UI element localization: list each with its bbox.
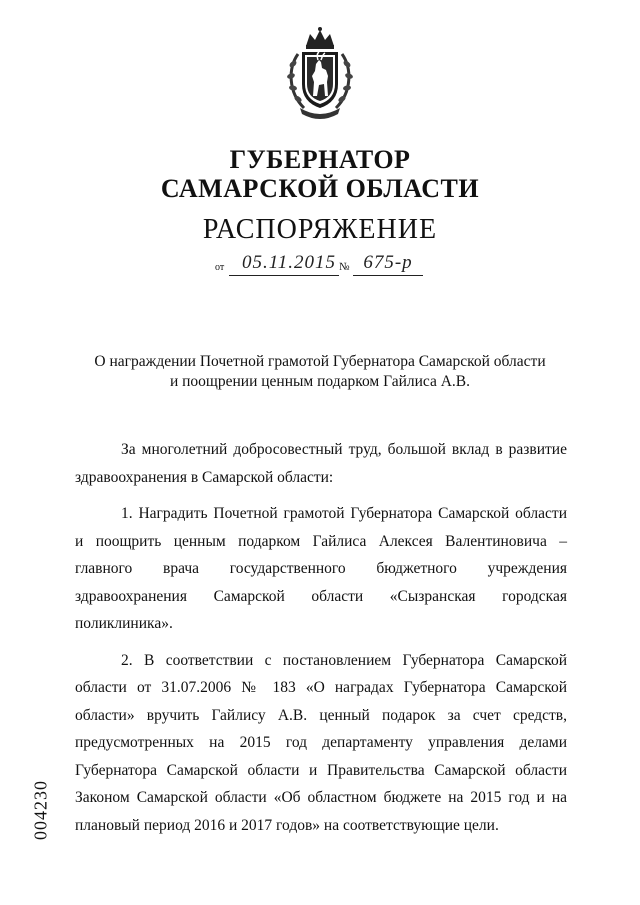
body-item-1: 1. Наградить Почетной грамотой Губернатора Самарской области и поощрить ценным подарком Гайлиса Алексея Валентиновича – главного врача государственного бюджетного учреждения здравоохранения Самарской области «Сызранская городская поликлиника». (75, 505, 567, 632)
subject-line1: О награждении Почетной грамотой Губернатора Самарской области (94, 353, 546, 370)
subject-line2: и поощрении ценным подарком Гайлиса А.В. (169, 373, 471, 390)
coat-of-arms-emblem (282, 24, 358, 120)
number-label: № (339, 261, 350, 273)
document-subject (0, 352, 640, 392)
registration-line (215, 252, 475, 280)
document-body (75, 436, 567, 848)
date-prefix-label: от (215, 262, 225, 273)
document-type-title: РАСПОРЯЖЕНИЕ (202, 214, 438, 245)
handwritten-document-number: 675-р (363, 252, 413, 273)
number-underline (353, 275, 423, 276)
date-underline (229, 275, 339, 276)
side-serial-number (27, 770, 55, 850)
issuer-title-line1: ГУБЕРНАТОР (229, 145, 411, 174)
side-serial-number-text: 004230 (30, 780, 51, 840)
issuer-title-line2: САМАРСКОЙ ОБЛАСТИ (160, 174, 480, 203)
body-intro-paragraph: За многолетний добросовестный труд, большой вклад в развитие здравоохранения в Самарской области: (75, 441, 567, 486)
handwritten-date: 05.11.2015 (241, 252, 337, 273)
body-item-2: 2. В соответствии с постановлением Губернатора Самарской области от 31.07.2006 № 183 «О наградах Губернатора Самарской области» вручить Гайлису А.В. ценный подарок за счет средств, предусмотренных на 2015 год департаменту управления делами Губернатора Самарской области и Правительства Самарской области Законом Самарской области «Об областном бюджете на 2015 год и на плановый период 2016 и 2017 годов» на соответствующие цели. (75, 651, 567, 834)
